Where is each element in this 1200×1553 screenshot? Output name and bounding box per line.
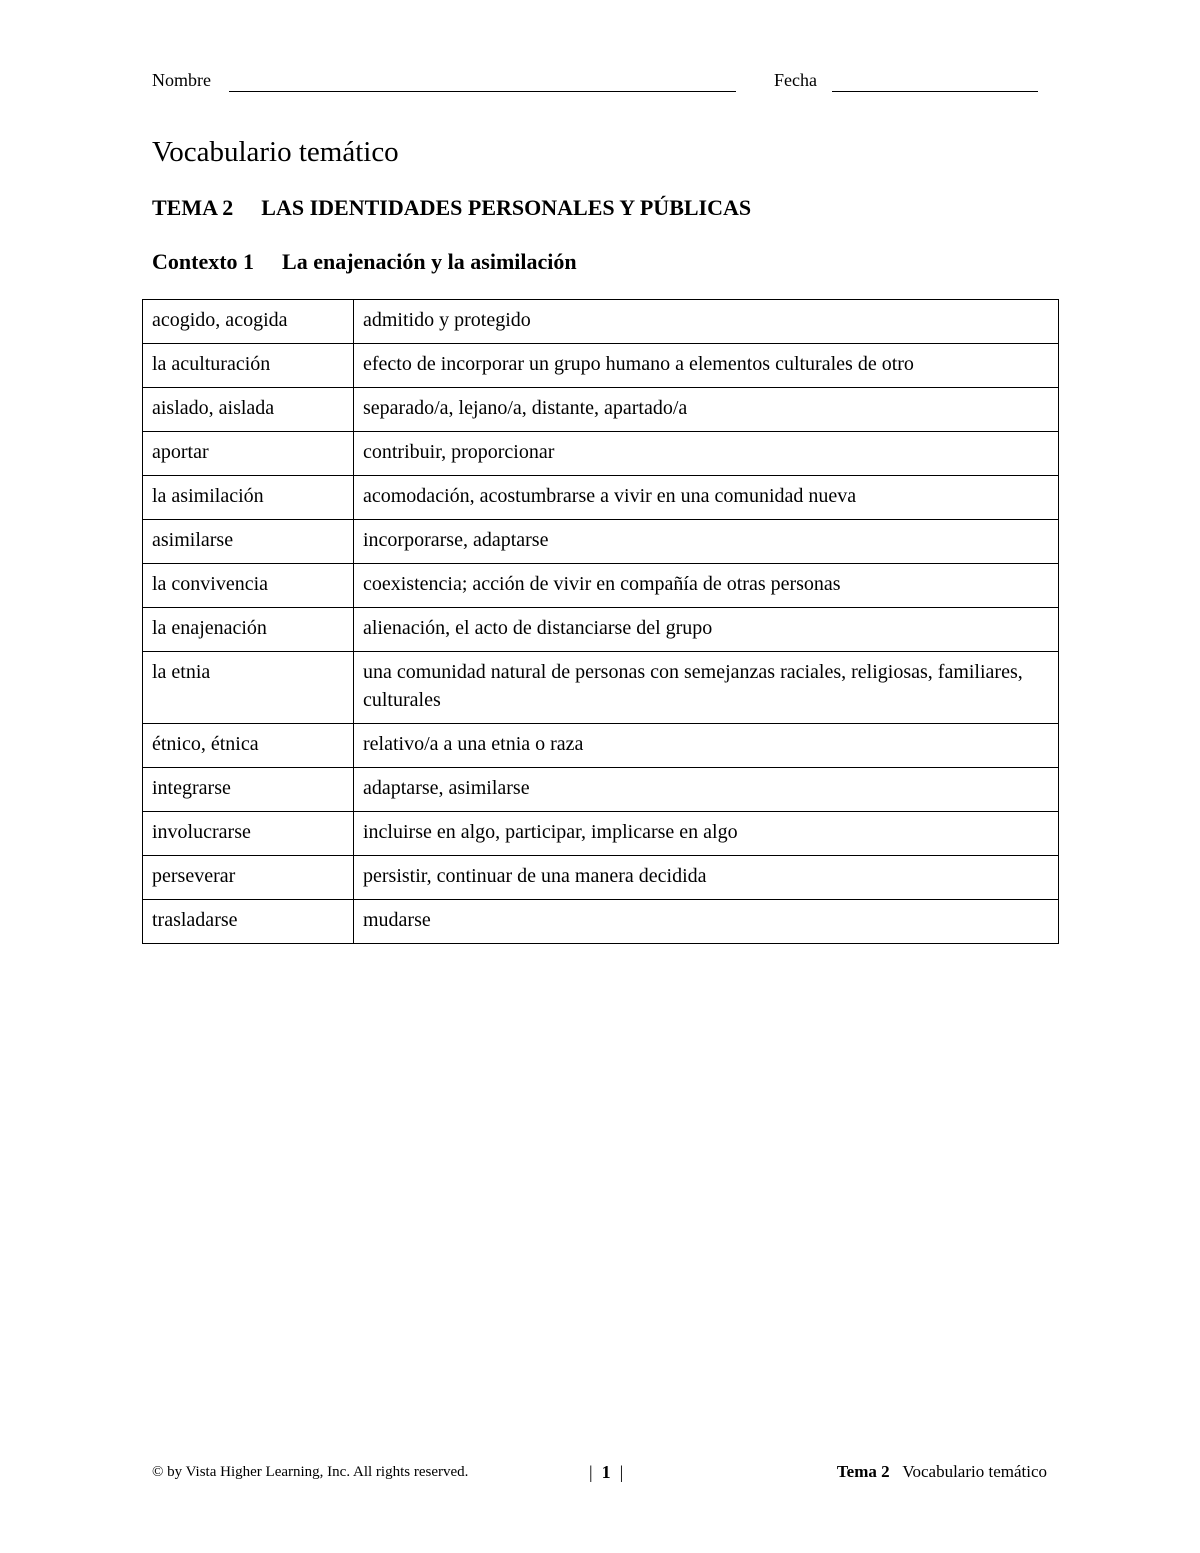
vocab-term: la asimilación	[143, 476, 354, 520]
vocab-row	[143, 476, 1059, 520]
fecha-blank-line[interactable]	[832, 91, 1038, 92]
vocab-term: aportar	[143, 432, 354, 476]
contexto-name: La enajenación y la asimilación	[282, 249, 577, 274]
page-footer	[152, 1462, 1047, 1486]
vocab-definition: coexistencia; acción de vivir en compañía de otras personas	[354, 564, 1059, 608]
name-date-header	[152, 70, 1042, 96]
vocab-term: involucrarse	[143, 812, 354, 856]
tema-heading	[152, 195, 751, 221]
tema-name: LAS IDENTIDADES PERSONALES Y PÚBLICAS	[261, 195, 752, 220]
vocab-row	[143, 520, 1059, 564]
vocab-definition: persistir, continuar de una manera decidida	[354, 856, 1059, 900]
page-title: Vocabulario temático	[152, 136, 399, 168]
vocab-definition: contribuir, proporcionar	[354, 432, 1059, 476]
vocab-definition: mudarse	[354, 900, 1059, 944]
contexto-number: Contexto 1	[152, 249, 255, 274]
vocab-term: perseverar	[143, 856, 354, 900]
footer-section-label: Vocabulario temático	[902, 1462, 1047, 1481]
vocab-definition: separado/a, lejano/a, distante, apartado/a	[354, 388, 1059, 432]
vocab-row	[143, 564, 1059, 608]
vocab-term: trasladarse	[143, 900, 354, 944]
vocab-definition: una comunidad natural de personas con semejanzas raciales, religiosas, familiares, culturales	[354, 652, 1059, 724]
vocab-row	[143, 432, 1059, 476]
vocab-term: asimilarse	[143, 520, 354, 564]
vocab-term: la enajenación	[143, 608, 354, 652]
vocab-term: aislado, aislada	[143, 388, 354, 432]
vocab-term: integrarse	[143, 768, 354, 812]
vocab-term: la etnia	[143, 652, 354, 724]
tema-number: TEMA 2	[152, 195, 234, 220]
vocab-term: la aculturación	[143, 344, 354, 388]
vocab-row	[143, 900, 1059, 944]
vocabulary-table-body	[143, 300, 1059, 944]
vocab-definition: admitido y protegido	[354, 300, 1059, 344]
vocab-definition: incluirse en algo, participar, implicarse en algo	[354, 812, 1059, 856]
vocab-definition: relativo/a a una etnia o raza	[354, 724, 1059, 768]
vocab-row	[143, 724, 1059, 768]
vocab-definition: alienación, el acto de distanciarse del grupo	[354, 608, 1059, 652]
contexto-heading	[152, 249, 577, 275]
vocab-row	[143, 344, 1059, 388]
page-number-box: | 1 |	[589, 1462, 624, 1482]
copyright-text: © by Vista Higher Learning, Inc. All rights reserved.	[152, 1464, 469, 1480]
vocab-row	[143, 608, 1059, 652]
vocab-term: acogido, acogida	[143, 300, 354, 344]
nombre-label: Nombre	[152, 70, 211, 90]
vocab-definition: incorporarse, adaptarse	[354, 520, 1059, 564]
nombre-blank-line[interactable]	[229, 91, 736, 92]
vocabulary-table	[142, 299, 1059, 944]
vocab-term: étnico, étnica	[143, 724, 354, 768]
vocab-row	[143, 652, 1059, 724]
vocab-row	[143, 812, 1059, 856]
vocab-term: la convivencia	[143, 564, 354, 608]
vocab-row	[143, 300, 1059, 344]
vocab-definition: adaptarse, asimilarse	[354, 768, 1059, 812]
footer-section	[837, 1462, 1047, 1482]
vocab-row	[143, 768, 1059, 812]
vocab-definition: acomodación, acostumbrarse a vivir en una comunidad nueva	[354, 476, 1059, 520]
page-number: 1	[601, 1462, 611, 1482]
footer-tema-label: Tema 2	[836, 1462, 890, 1481]
vocab-row	[143, 388, 1059, 432]
vocab-definition: efecto de incorporar un grupo humano a elementos culturales de otro	[354, 344, 1059, 388]
vocab-row	[143, 856, 1059, 900]
fecha-label: Fecha	[774, 70, 817, 90]
